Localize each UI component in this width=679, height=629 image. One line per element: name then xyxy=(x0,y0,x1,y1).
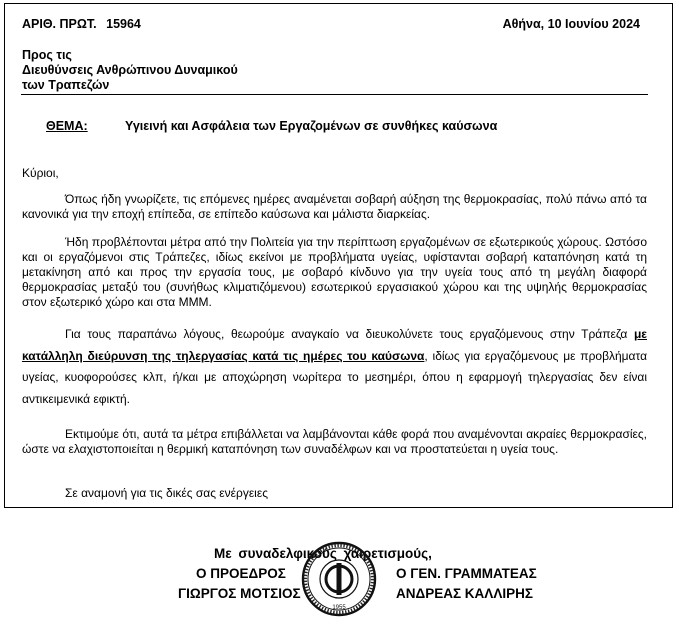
recipient-line-1: Προς τις xyxy=(22,48,72,62)
subject-title: Υγιεινή και Ασφάλεια των Εργαζομένων σε συνθήκες καύσωνα xyxy=(125,119,498,133)
general-secretary-name: ΑΝΔΡΕΑΣ ΚΑΛΛΙΡΗΣ xyxy=(396,586,533,601)
paragraph-5: Σε αναμονή για τις δικές σας ενέργειες xyxy=(65,486,268,500)
subject-label: ΘΕΜΑ: xyxy=(46,119,88,133)
general-secretary-title: Ο ΓΕΝ. ΓΡΑΜΜΑΤΕΑΣ xyxy=(396,566,537,581)
seal-emblem-bar xyxy=(337,563,342,595)
header-divider xyxy=(21,94,648,95)
salutation: Κύριοι, xyxy=(22,166,59,180)
letter-date: Αθήνα, 10 Ιουνίου 2024 xyxy=(502,17,640,31)
paragraph-3-intro: Για τους παραπάνω λόγους, θεωρούμε αναγκαίο να διευκολύνετε τους εργαζόμενους στην Τράπεζα xyxy=(65,327,628,341)
telework-emphasis: με κατάλληλη διεύρυνση της τηλεργασίας κατά τις ημέρες του καύσωνα xyxy=(22,327,647,363)
recipient-line-3: των Τραπεζών xyxy=(22,78,110,92)
protocol-number xyxy=(22,17,141,31)
president-title: Ο ΠΡΟΕΔΡΟΣ xyxy=(196,566,286,581)
closing-greeting: Με συναδελφικούς χαιρετισμούς, xyxy=(214,546,432,561)
paragraph-2: Ήδη προβλέπονται μέτρα από την Πολιτεία για την περίπτωση εργαζομένων σε εξωτερικούς χώρους. Ωστόσο και οι εργαζόμενοι στις Τράπεζες, ιδίως εκείνοι με προβλήματα υγείας, υφίστανται σοβαρή καταπόνηση κατά τη μετακίνηση από και προς την εργασία τους, με σοβαρό κίνδυνο για την υγεία τους από τη μεγάλη διαφορά θερμοκρασίας μεταξύ του (συνήθως κλιματιζόμενου) εσωτερικού εργασιακού χώρου και της υψηλής θερμοκρασίας στον εξωτερικό χώρο και στα ΜΜΜ. xyxy=(22,235,647,309)
president-name: ΓΙΩΡΓΟΣ ΜΟΤΣΙΟΣ xyxy=(178,586,301,601)
paragraph-3-rest: , ιδίως για εργαζόμενους με προβλήματα υγείας, κυοφορούσες κλπ, ή/και με αποχώρηση νωρίτερα το μεσημέρι, όπου η εφαρμογή τηλεργασίας δεν είναι αντικειμενικά εφικτή. xyxy=(22,348,648,406)
union-seal-stamp xyxy=(301,541,377,617)
protocol-label: ΑΡΙΘ. ΠΡΩΤ. xyxy=(22,17,97,31)
paragraph-4: Εκτιμούμε ότι, αυτά τα μέτρα επιβάλλεται να λαμβάνονται κάθε φορά που αναμένονται ακραίες θερμοκρασίες, ώστε να ελαχιστοποιείται η θερμική καταπόνηση των συναδέλφων και να προστατεύεται η υγεία τους. xyxy=(22,427,647,456)
paragraph-1: Όπως ήδη γνωρίζετε, τις επόμενες ημέρες αναμένεται σοβαρή αύξηση της θερμοκρασίας, πολύ πάνω από τα κανονικά για την εποχή επίπεδα, σε επίπεδο καύσωνα και μάλιστα διαρκείας. xyxy=(22,192,647,221)
recipient-line-2: Διευθύνσεις Ανθρώπινου Δυναμικού xyxy=(22,63,238,77)
seal-year: 1955 xyxy=(332,605,346,611)
protocol-value: 15964 xyxy=(106,17,141,31)
paragraph-3 xyxy=(22,324,647,410)
